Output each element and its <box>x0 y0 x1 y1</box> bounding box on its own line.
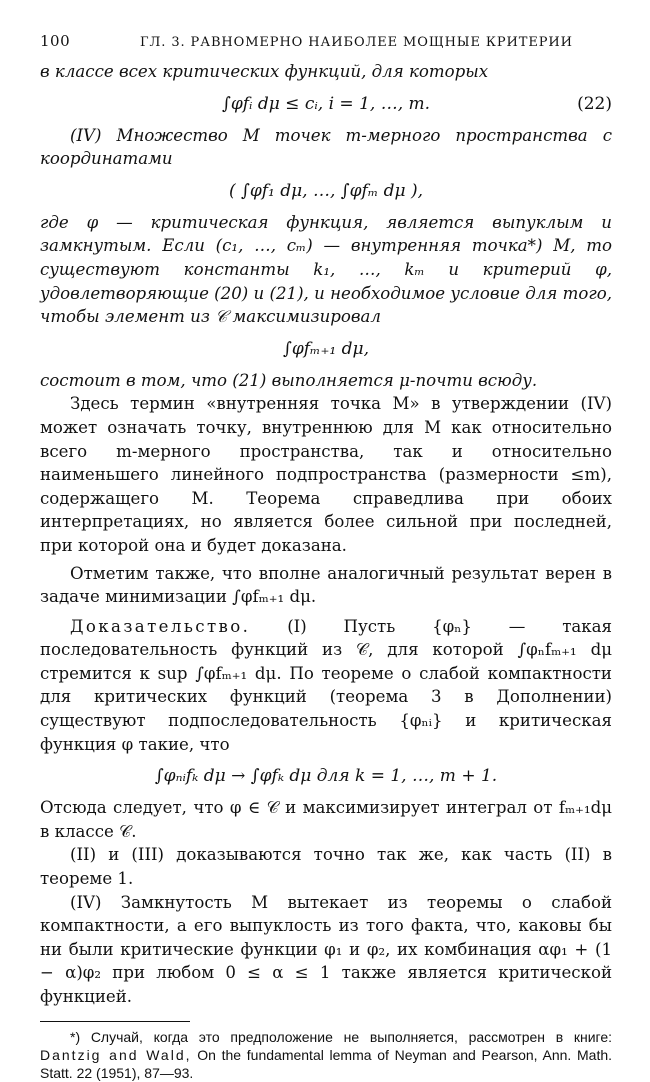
page-number: 100 <box>40 32 71 50</box>
formula-limit <box>40 756 612 796</box>
proof-part-2: (II) и (III) доказываются точно так же, как часть (II) в теореме 1. <box>40 845 612 889</box>
footnote-author: Dantzig and Wald, <box>40 1046 192 1063</box>
equation-number: (22) <box>577 93 612 114</box>
footnote-divider <box>40 1021 190 1022</box>
formula-max-body: ∫φfₘ₊₁ dμ, <box>282 338 369 359</box>
running-head: ГЛ. 3. РАВНОМЕРНО НАИБОЛЕЕ МОЩНЫЕ КРИТЕРИИ <box>140 35 573 50</box>
page-header <box>40 32 612 60</box>
statement-iv-end: состоит в том, что (21) выполняется μ-почти всюду. <box>40 370 538 390</box>
formula-22 <box>40 84 612 124</box>
paragraph-term: Здесь термин «внутренняя точка M» в утверждении (IV) может означать точку, внутреннюю для M как относительно всего m-мерного пространства, так и относительно наименьшего линейного подпространства (размерности ≤m), содержащего M. Теорема справедлива при обоих интерпретациях, но является более сильной при последней, при которой она и будет доказана. <box>40 394 612 555</box>
proof-part-1-end: Отсюда следует, что φ ∈ 𝒞 и максимизирует интеграл от fₘ₊₁dμ в классе 𝒞. <box>40 798 612 841</box>
formula-vector <box>40 171 612 211</box>
book-page <box>40 32 612 1082</box>
proof-paragraph <box>40 615 612 757</box>
statement-iv: (IV) Множество M точек m-мерного пространства с координатами <box>40 125 612 169</box>
footnote <box>40 1028 612 1082</box>
formula-22-body: ∫φfᵢ dμ ≤ cᵢ, i = 1, …, m. <box>221 93 431 114</box>
proof-word: Доказательство. <box>70 616 251 636</box>
proof-part-4: (IV) Замкнутость M вытекает из теоремы о слабой компактности, а его выпуклость из того факта, что, каковы бы ни были критические функции φ₁ и φ₂, их комбинация αφ₁ + (1 − α)φ₂ при любом 0 ≤ α ≤ 1 также является критической функцией. <box>40 892 612 1006</box>
formula-max <box>40 329 612 369</box>
formula-limit-body: ∫φₙᵢfₖ dμ → ∫φfₖ dμ для k = 1, …, m + 1. <box>154 766 498 787</box>
paragraph-min: Отметим также, что вполне аналогичный результат верен в задаче минимизации ∫φfₘ₊₁ dμ. <box>40 563 612 607</box>
statement-iv-continued: где φ — критическая функция, является выпуклым и замкнутым. Если (c₁, …, cₘ) — внутренняя точка*) M, то существуют константы k₁, …, kₘ и критерий φ, удовлетворяющие (20) и (21), и необходимое условие для того, чтобы элемент из 𝒞 максимизировал <box>40 212 612 327</box>
formula-vector-body: ( ∫φf₁ dμ, …, ∫φfₘ dμ ), <box>228 180 424 201</box>
text-line: в классе всех критических функций, для которых <box>40 62 489 81</box>
footnote-text-b: On the fundamental lemma of Neyman and Pearson, Ann. Math. Statt. 22 (1951), 87—93. <box>40 1046 613 1081</box>
proof-part-1: (I) Пусть {φₙ} — такая последовательность функций из 𝒞, для которой ∫φₙfₘ₊₁ dμ стремится к sup ∫φfₘ₊₁ dμ. По теореме о слабой компактности для критических функций (теорема 3 в Дополнении) существуют подпоследовательность {φₙᵢ} и критическая функция φ такие, что <box>40 616 613 754</box>
footnote-text-a: *) Случай, когда это предположение не выполняется, рассмотрен в книге: <box>70 1028 612 1045</box>
